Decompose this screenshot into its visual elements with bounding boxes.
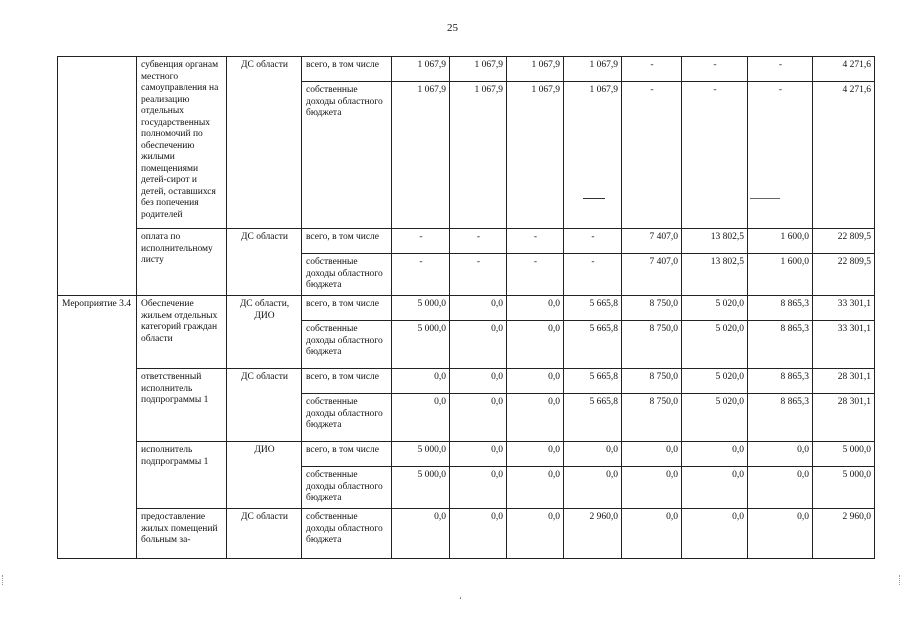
amount-cell: - (564, 254, 622, 296)
executor-cell: ДС области (227, 57, 302, 229)
amount-cell: 0,0 (392, 509, 450, 559)
table-row (58, 369, 875, 394)
amount-cell: 5 665,8 (564, 321, 622, 369)
amount-cell: 5 020,0 (682, 321, 748, 369)
amount-cell: 1 067,9 (507, 57, 564, 82)
amount-cell: - (682, 57, 748, 82)
page-number: 25 (447, 22, 458, 34)
amount-cell: 8 865,3 (748, 369, 813, 394)
amount-cell: 0,0 (450, 509, 507, 559)
funding-source-cell: собственные доходы областного бюджета (302, 254, 392, 296)
amount-cell: 0,0 (507, 394, 564, 442)
amount-cell: 0,0 (450, 467, 507, 509)
page-edge-mark (899, 575, 901, 585)
amount-cell: 22 809,5 (813, 229, 875, 254)
scan-artifact (583, 198, 605, 199)
amount-cell: 7 407,0 (622, 254, 682, 296)
amount-cell: 8 750,0 (622, 369, 682, 394)
amount-cell: 5 000,0 (392, 321, 450, 369)
amount-cell: 28 301,1 (813, 369, 875, 394)
funding-source-cell: всего, в том числе (302, 57, 392, 82)
amount-cell: 0,0 (507, 369, 564, 394)
amount-cell: 5 020,0 (682, 296, 748, 321)
funding-source-cell: всего, в том числе (302, 442, 392, 467)
amount-cell: - (622, 82, 682, 229)
amount-cell: 33 301,1 (813, 296, 875, 321)
amount-cell: 1 600,0 (748, 229, 813, 254)
amount-cell: - (450, 229, 507, 254)
amount-cell: 0,0 (392, 369, 450, 394)
amount-cell: 0,0 (507, 296, 564, 321)
group-cell (58, 57, 137, 296)
amount-cell: - (392, 229, 450, 254)
amount-cell: 8 865,3 (748, 394, 813, 442)
amount-cell: 1 067,9 (450, 57, 507, 82)
amount-cell: 8 750,0 (622, 321, 682, 369)
amount-cell: - (748, 82, 813, 229)
subject-cell: предоставление жилых помещений больным за- (137, 509, 227, 559)
amount-cell: 5 000,0 (813, 467, 875, 509)
executor-cell: ДС области (227, 509, 302, 559)
scan-artifact (750, 198, 780, 199)
amount-cell: 13 802,5 (682, 254, 748, 296)
amount-cell: 0,0 (450, 394, 507, 442)
amount-cell: 0,0 (450, 321, 507, 369)
amount-cell: 0,0 (748, 467, 813, 509)
table-row (58, 296, 875, 321)
amount-cell: - (564, 229, 622, 254)
amount-cell: 5 020,0 (682, 394, 748, 442)
subject-cell: Обеспечение жильем отдельных категорий граждан области (137, 296, 227, 369)
funding-source-cell: собственные доходы областного бюджета (302, 82, 392, 229)
amount-cell: 2 960,0 (564, 509, 622, 559)
amount-cell: 5 000,0 (813, 442, 875, 467)
amount-cell: 0,0 (507, 442, 564, 467)
amount-cell: 2 960,0 (813, 509, 875, 559)
amount-cell: 0,0 (748, 442, 813, 467)
amount-cell: 0,0 (392, 394, 450, 442)
amount-cell: 5 665,8 (564, 394, 622, 442)
amount-cell: 5 000,0 (392, 442, 450, 467)
funding-source-cell: собственные доходы областного бюджета (302, 509, 392, 559)
subject-cell: ответственный исполнитель подпрограммы 1 (137, 369, 227, 442)
amount-cell: 33 301,1 (813, 321, 875, 369)
page-footer-mark: ‘ (459, 595, 462, 605)
amount-cell: 0,0 (622, 442, 682, 467)
funding-source-cell: собственные доходы областного бюджета (302, 467, 392, 509)
amount-cell: 13 802,5 (682, 229, 748, 254)
amount-cell: 22 809,5 (813, 254, 875, 296)
table-row (58, 442, 875, 467)
amount-cell: 28 301,1 (813, 394, 875, 442)
subject-cell: оплата по исполнительному листу (137, 229, 227, 296)
amount-cell: 1 067,9 (507, 82, 564, 229)
group-cell: Мероприятие 3.4 (58, 296, 137, 559)
amount-cell: 0,0 (450, 296, 507, 321)
amount-cell: 0,0 (507, 467, 564, 509)
subject-cell: субвенция органам местного самоуправления на реализацию отдельных государственных полномочий по обеспечению жилыми помещениями детей-сирот и детей, оставшихся без попечения родителей (137, 57, 227, 229)
amount-cell: - (622, 57, 682, 82)
amount-cell: 0,0 (564, 467, 622, 509)
amount-cell: 8 750,0 (622, 394, 682, 442)
budget-table (57, 56, 875, 559)
amount-cell: 1 067,9 (564, 82, 622, 229)
subject-cell: исполнитель подпрограммы 1 (137, 442, 227, 509)
table-row (58, 57, 875, 82)
amount-cell: 0,0 (450, 442, 507, 467)
amount-cell: 5 665,8 (564, 369, 622, 394)
amount-cell: 8 750,0 (622, 296, 682, 321)
amount-cell: 1 067,9 (450, 82, 507, 229)
amount-cell: 5 000,0 (392, 467, 450, 509)
amount-cell: - (748, 57, 813, 82)
amount-cell: - (392, 254, 450, 296)
funding-source-cell: всего, в том числе (302, 296, 392, 321)
table-row (58, 229, 875, 254)
amount-cell: 0,0 (507, 509, 564, 559)
page-edge-mark (2, 575, 4, 585)
amount-cell: 0,0 (622, 467, 682, 509)
amount-cell: 5 000,0 (392, 296, 450, 321)
amount-cell: 0,0 (682, 442, 748, 467)
amount-cell: 8 865,3 (748, 321, 813, 369)
amount-cell: 1 067,9 (392, 82, 450, 229)
amount-cell: 0,0 (564, 442, 622, 467)
amount-cell: 5 665,8 (564, 296, 622, 321)
amount-cell: 1 067,9 (392, 57, 450, 82)
funding-source-cell: всего, в том числе (302, 229, 392, 254)
amount-cell: 1 067,9 (564, 57, 622, 82)
funding-source-cell: собственные доходы областного бюджета (302, 321, 392, 369)
funding-source-cell: всего, в том числе (302, 369, 392, 394)
amount-cell: 0,0 (682, 467, 748, 509)
amount-cell: 0,0 (622, 509, 682, 559)
amount-cell: 0,0 (450, 369, 507, 394)
amount-cell: - (450, 254, 507, 296)
amount-cell: 4 271,6 (813, 82, 875, 229)
amount-cell: 0,0 (748, 509, 813, 559)
executor-cell: ДС области, ДИО (227, 296, 302, 369)
table-row (58, 509, 875, 559)
amount-cell: - (507, 229, 564, 254)
amount-cell: 8 865,3 (748, 296, 813, 321)
executor-cell: ДИО (227, 442, 302, 509)
executor-cell: ДС области (227, 229, 302, 296)
amount-cell: 0,0 (682, 509, 748, 559)
funding-source-cell: собственные доходы областного бюджета (302, 394, 392, 442)
amount-cell: - (682, 82, 748, 229)
amount-cell: 7 407,0 (622, 229, 682, 254)
executor-cell: ДС области (227, 369, 302, 442)
amount-cell: 0,0 (507, 321, 564, 369)
amount-cell: 4 271,6 (813, 57, 875, 82)
amount-cell: 1 600,0 (748, 254, 813, 296)
amount-cell: 5 020,0 (682, 369, 748, 394)
amount-cell: - (507, 254, 564, 296)
